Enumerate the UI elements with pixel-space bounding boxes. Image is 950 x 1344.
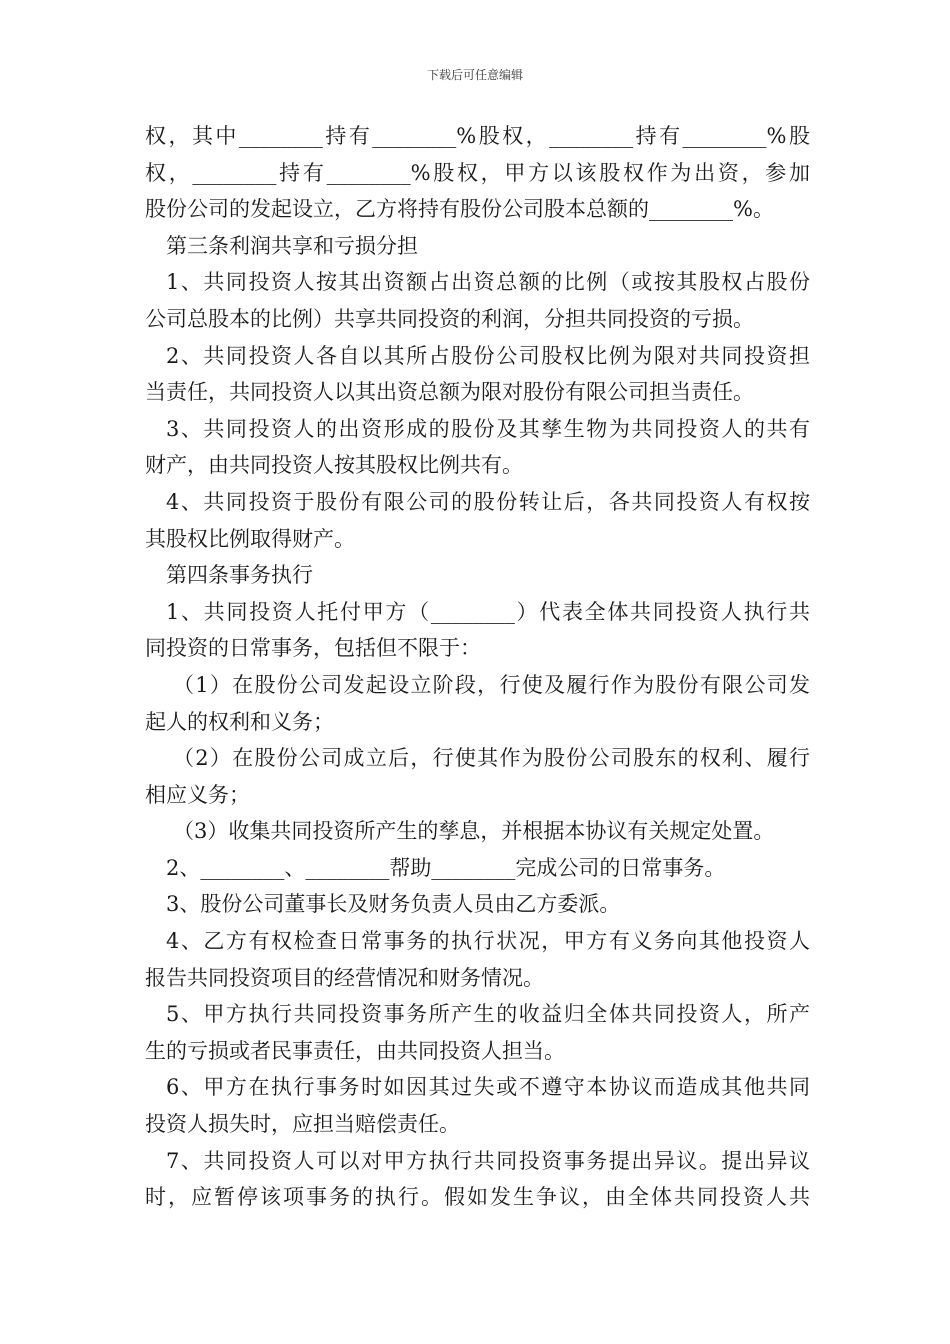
section-heading: 第四条事务执行 [166, 563, 313, 588]
text-line: 公司总股本的比例）共享共同投资的利润，分担共同投资的亏损。 [145, 306, 754, 331]
text-line: 1、共同投资人按其出资额占出资总额的比例（或按其股权占股份 [166, 270, 810, 295]
text-line: 4、共同投资于股份有限公司的股份转让后，各共同投资人有权按 [166, 489, 810, 514]
section-heading: 第三条利润共享和亏损分担 [166, 233, 418, 258]
text-line: 6、甲方在执行事务时如因其过失或不遵守本协议而造成其他共同 [166, 1075, 810, 1100]
text-line: 4、乙方有权检查日常事务的执行状况，甲方有义务向其他投资人 [166, 929, 810, 954]
text-line: 投资人损失时，应担当赔偿责任。 [145, 1112, 460, 1137]
text-line: 时，应暂停该项事务的执行。假如发生争议，由全体共同投资人共 [145, 1185, 810, 1210]
text-line: 权，其中________持有________%股权，________持有________%股 [145, 124, 810, 148]
text-line: （3）收集共同投资所产生的孳息，并根据本协议有关规定处置。 [173, 819, 775, 844]
text-line: 2、________、________帮助________完成公司的日常事务。 [166, 855, 726, 880]
text-line: 2、共同投资人各自以其所占股份公司股权比例为限对共同投资担 [166, 343, 810, 368]
text-line: 1、共同投资人托付甲方（________）代表全体共同投资人执行共 [166, 599, 810, 624]
text-line: 权，________持有________%股权，甲方以该股权作为出资，参加 [145, 160, 810, 185]
text-line: 生的亏损或者民事责任，由共同投资人担当。 [145, 1038, 565, 1063]
text-line: 股份公司的发起设立，乙方将持有股份公司股本总额的________%。 [145, 197, 774, 222]
text-line: 其股权比例取得财产。 [145, 526, 355, 551]
text-line: 7、共同投资人可以对甲方执行共同投资事务提出异议。提出异议 [166, 1148, 810, 1173]
text-line: 相应义务； [145, 782, 250, 807]
text-line: 报告共同投资项目的经营情况和财务情况。 [145, 965, 544, 990]
text-line: 同投资的日常事务，包括但不限于： [145, 636, 481, 661]
text-line: 财产，由共同投资人按其股权比例共有。 [145, 453, 523, 478]
text-line: （2）在股份公司成立后，行使其作为股份公司股东的权利、履行 [173, 746, 810, 771]
text-line: （1）在股份公司发起设立阶段，行使及履行作为股份有限公司发 [173, 672, 810, 697]
text-line: 当责任，共同投资人以其出资总额为限对股份有限公司担当责任。 [145, 380, 754, 405]
document-body [145, 118, 810, 1216]
text-line: 3、股份公司董事长及财务负责人员由乙方委派。 [166, 892, 621, 917]
text-line: 5、甲方执行共同投资事务所产生的收益归全体共同投资人，所产 [166, 1002, 810, 1027]
text-line: 3、共同投资人的出资形成的股份及其孳生物为共同投资人的共有 [166, 416, 810, 441]
page-header: 下载后可任意编辑 [426, 68, 523, 82]
text-line: 起人的权利和义务； [145, 709, 334, 734]
